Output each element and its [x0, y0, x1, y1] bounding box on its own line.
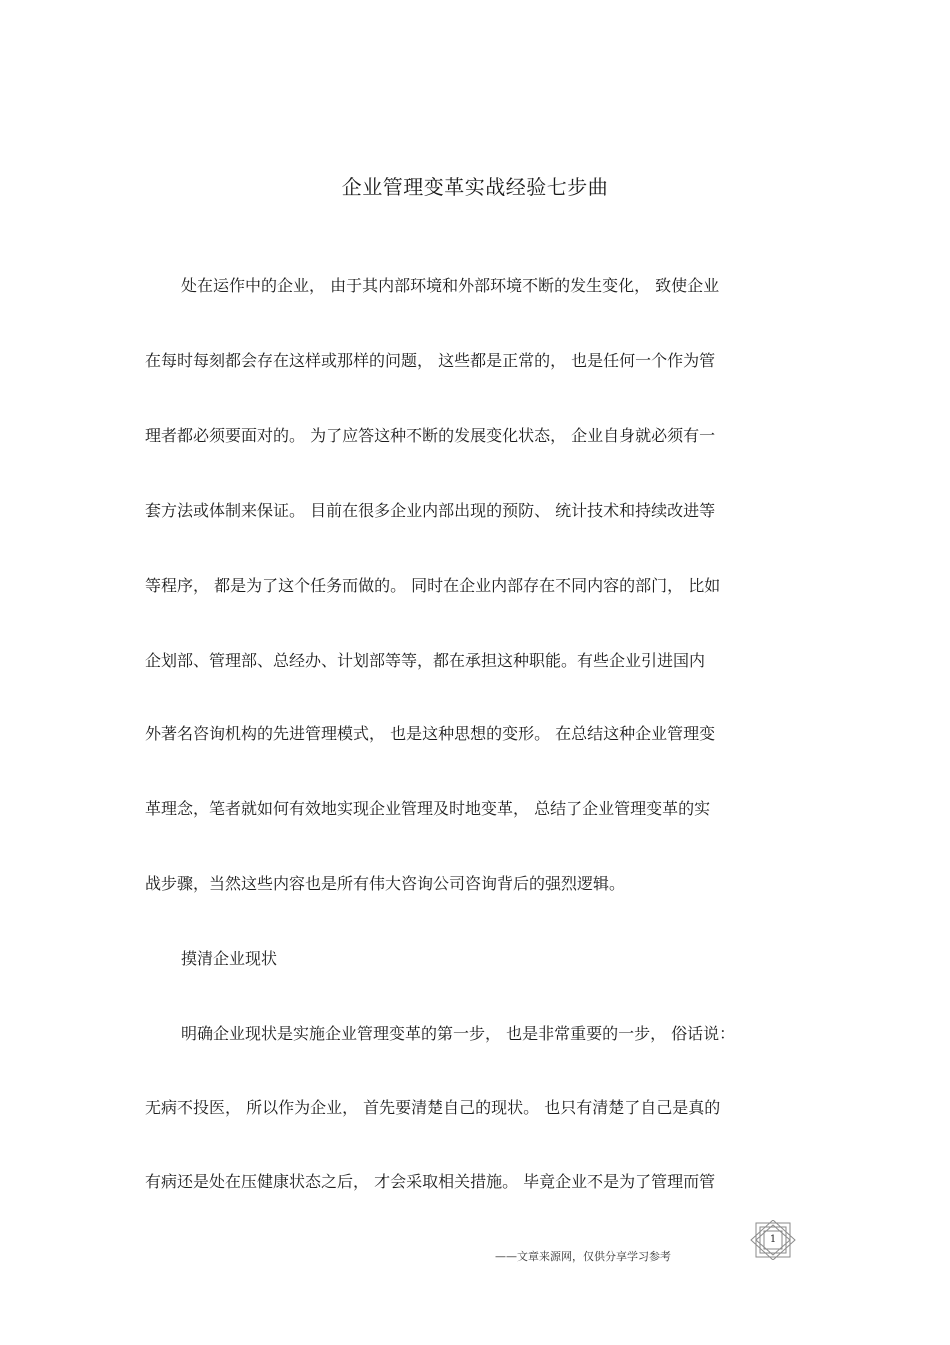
paragraph-line: 外著名咨询机构的先进管理模式， 也是这种思想的变形。 在总结这种企业管理变 — [145, 724, 716, 743]
footer-source-note: ——文章来源网，仅供分享学习参考 — [495, 1250, 671, 1263]
paragraph-line: 有病还是处在压健康状态之后， 才会采取相关措施。 毕竟企业不是为了管理而管 — [145, 1172, 716, 1191]
page-title: 企业管理变革实战经验七步曲 — [341, 175, 609, 199]
paragraph-line: 等程序， 都是为了这个任务而做的。 同时在企业内部存在不同内容的部门， 比如 — [145, 576, 721, 595]
paragraph-line: 企划部、管理部、总经办、计划部等等，都在承担这种职能。有些企业引进国内 — [145, 651, 706, 670]
paragraph-line: 战步骤，当然这些内容也是所有伟大咨询公司咨询背后的强烈逻辑。 — [145, 874, 626, 893]
paragraph-line: 无病不投医， 所以作为企业， 首先要清楚自己的现状。 也只有清楚了自己是真的 — [145, 1098, 721, 1117]
paragraph-line: 套方法或体制来保证。 目前在很多企业内部出现的预防、 统计技术和持续改进等 — [145, 501, 716, 520]
paragraph-line: 明确企业现状是实施企业管理变革的第一步， 也是非常重要的一步， 俗话说： — [181, 1024, 736, 1043]
paragraph-line: 革理念，笔者就如何有效地实现企业管理及时地变革， 总结了企业管理变革的实 — [145, 799, 711, 818]
paragraph-line: 理者都必须要面对的。 为了应答这种不断的发展变化状态， 企业自身就必须有一 — [145, 426, 716, 445]
page-number: 1 — [769, 1234, 777, 1245]
paragraph-line: 处在运作中的企业， 由于其内部环境和外部环境不断的发生变化， 致使企业 — [181, 276, 720, 295]
paragraph-line: 在每时每刻都会存在这样或那样的问题， 这些都是正常的， 也是任何一个作为管 — [145, 351, 716, 370]
section-heading: 摸清企业现状 — [181, 949, 278, 968]
